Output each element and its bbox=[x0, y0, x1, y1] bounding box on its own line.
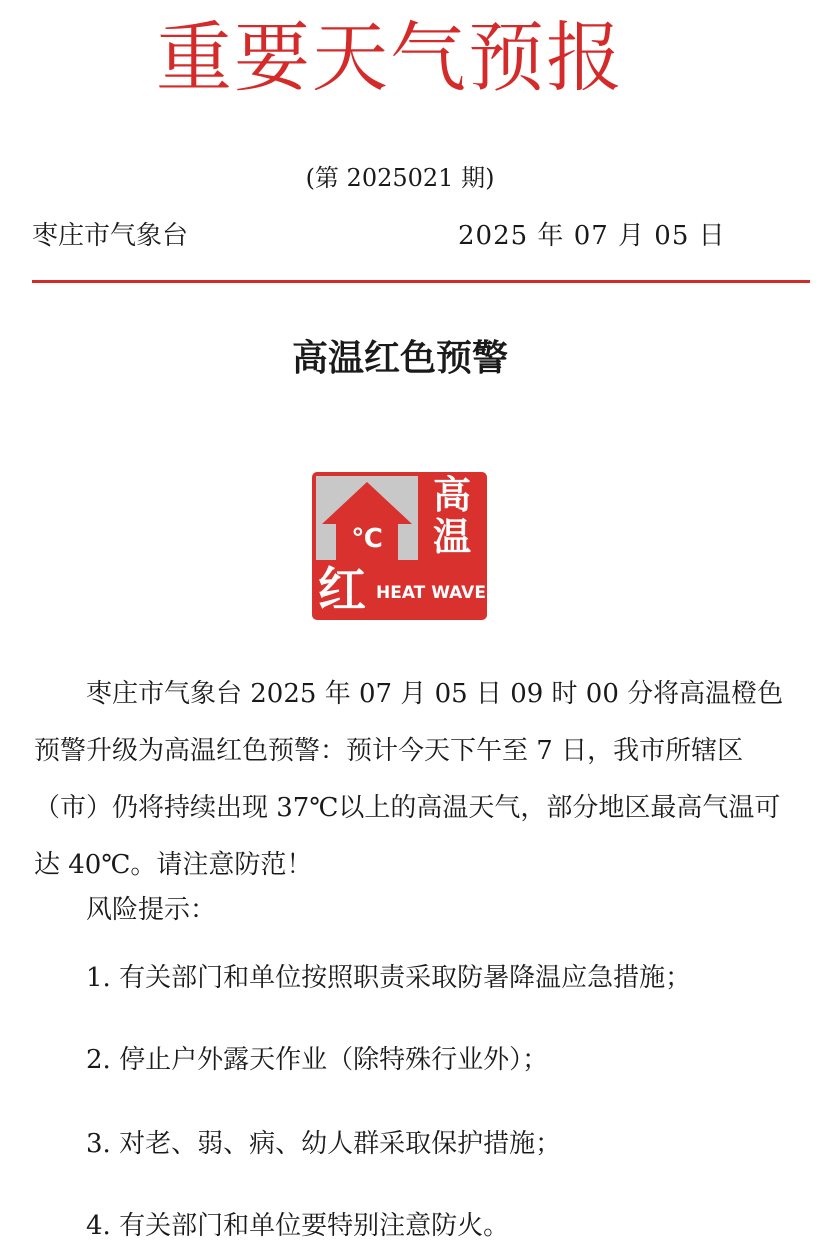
signal-level-char: 红 bbox=[318, 562, 367, 618]
signal-type-char: 高 bbox=[432, 473, 471, 517]
signal-english-label: HEAT WAVE bbox=[376, 583, 486, 603]
risk-item: 3. 对老、弱、病、幼人群采取保护措施； bbox=[86, 1129, 562, 1159]
issue-date: 2025 年 07 月 05 日 bbox=[458, 221, 726, 251]
issuer-name: 枣庄市气象台 bbox=[32, 221, 189, 251]
house-icon bbox=[320, 476, 414, 560]
signal-type-char: 温 bbox=[432, 515, 471, 559]
warning-title: 高温红色预警 bbox=[291, 337, 508, 379]
risk-item: 1. 有关部门和单位按照职责采取防暑降温应急措施； bbox=[86, 963, 692, 993]
signal-grey-panel bbox=[316, 476, 418, 560]
report-headline: 重要天气预报 bbox=[156, 13, 624, 102]
risk-heading: 风险提示： bbox=[86, 895, 217, 925]
header-divider bbox=[32, 280, 810, 283]
signal-type-chars bbox=[420, 474, 484, 560]
risk-item: 2. 停止户外露天作业（除特殊行业外）； bbox=[86, 1045, 549, 1075]
risk-item: 4. 有关部门和单位要特别注意防火。 bbox=[86, 1211, 510, 1241]
heat-wave-red-warning-icon bbox=[312, 472, 487, 620]
issue-number: (第 2025021 期) bbox=[305, 164, 495, 192]
celsius-unit: ℃ bbox=[351, 524, 383, 554]
warning-body: 枣庄市气象台 2025 年 07 月 05 日 09 时 00 分将高温橙色预警升级为高温红色预警：预计今天下午至 7 日，我市所辖区（市）仍将持续出现 37℃以上的高温天气，部分地区最高气温可达 40℃。请注意防范！ bbox=[34, 679, 784, 880]
